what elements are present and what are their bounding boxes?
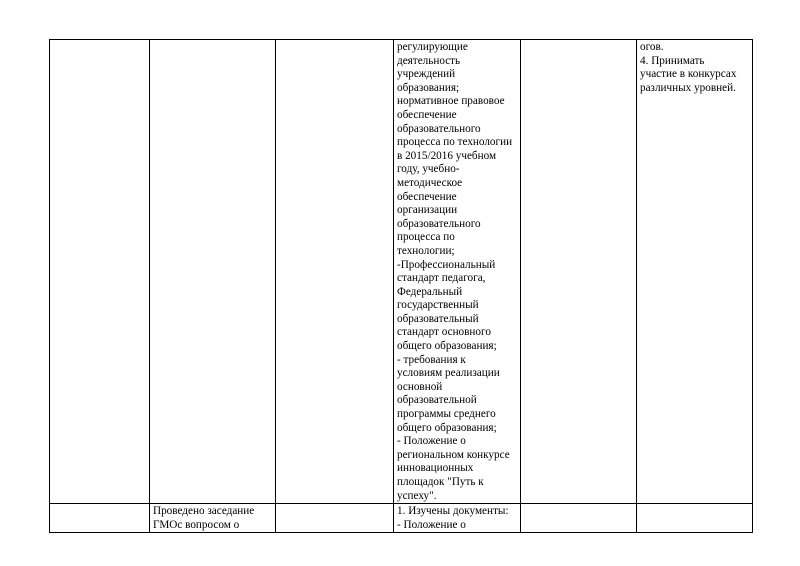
table-cell: [150, 504, 276, 533]
table-row: [50, 40, 753, 504]
table-cell: [150, 40, 276, 504]
event-text: Проведено заседание ГМОс вопросом о: [153, 505, 255, 531]
table-cell: [521, 40, 637, 504]
document-table: [49, 39, 753, 533]
table-cell: [521, 504, 637, 533]
table-cell: [394, 504, 521, 533]
table-cell: [276, 40, 394, 504]
documents-list-text: регулирующие деятельность учреждений образования; нормативное правовое обеспечение образовательного процесса по технологии в 2015/2016 учебном году, учебно- методическое обеспечение организации образовательного процесса по технологии; -Профессиональный стандарт педагога, Федеральный государственный образовательный стандарт основного общего образования; - требования к условиям реализации основной образовательной программы среднего общего образования; - Положение о региональном конкурсе инновационных площадок "Путь к успеху".: [397, 41, 513, 502]
table-row: [50, 504, 753, 533]
table-cell: [394, 40, 521, 504]
table-cell: [50, 40, 150, 504]
table-cell: [637, 504, 753, 533]
tasks-text: огов. 4. Принимать участие в конкурсах различных уровней.: [640, 41, 737, 94]
table-cell: [276, 504, 394, 533]
table-cell: [637, 40, 753, 504]
table-cell: [50, 504, 150, 533]
studied-documents-text: 1. Изучены документы: - Положение о: [397, 505, 509, 531]
